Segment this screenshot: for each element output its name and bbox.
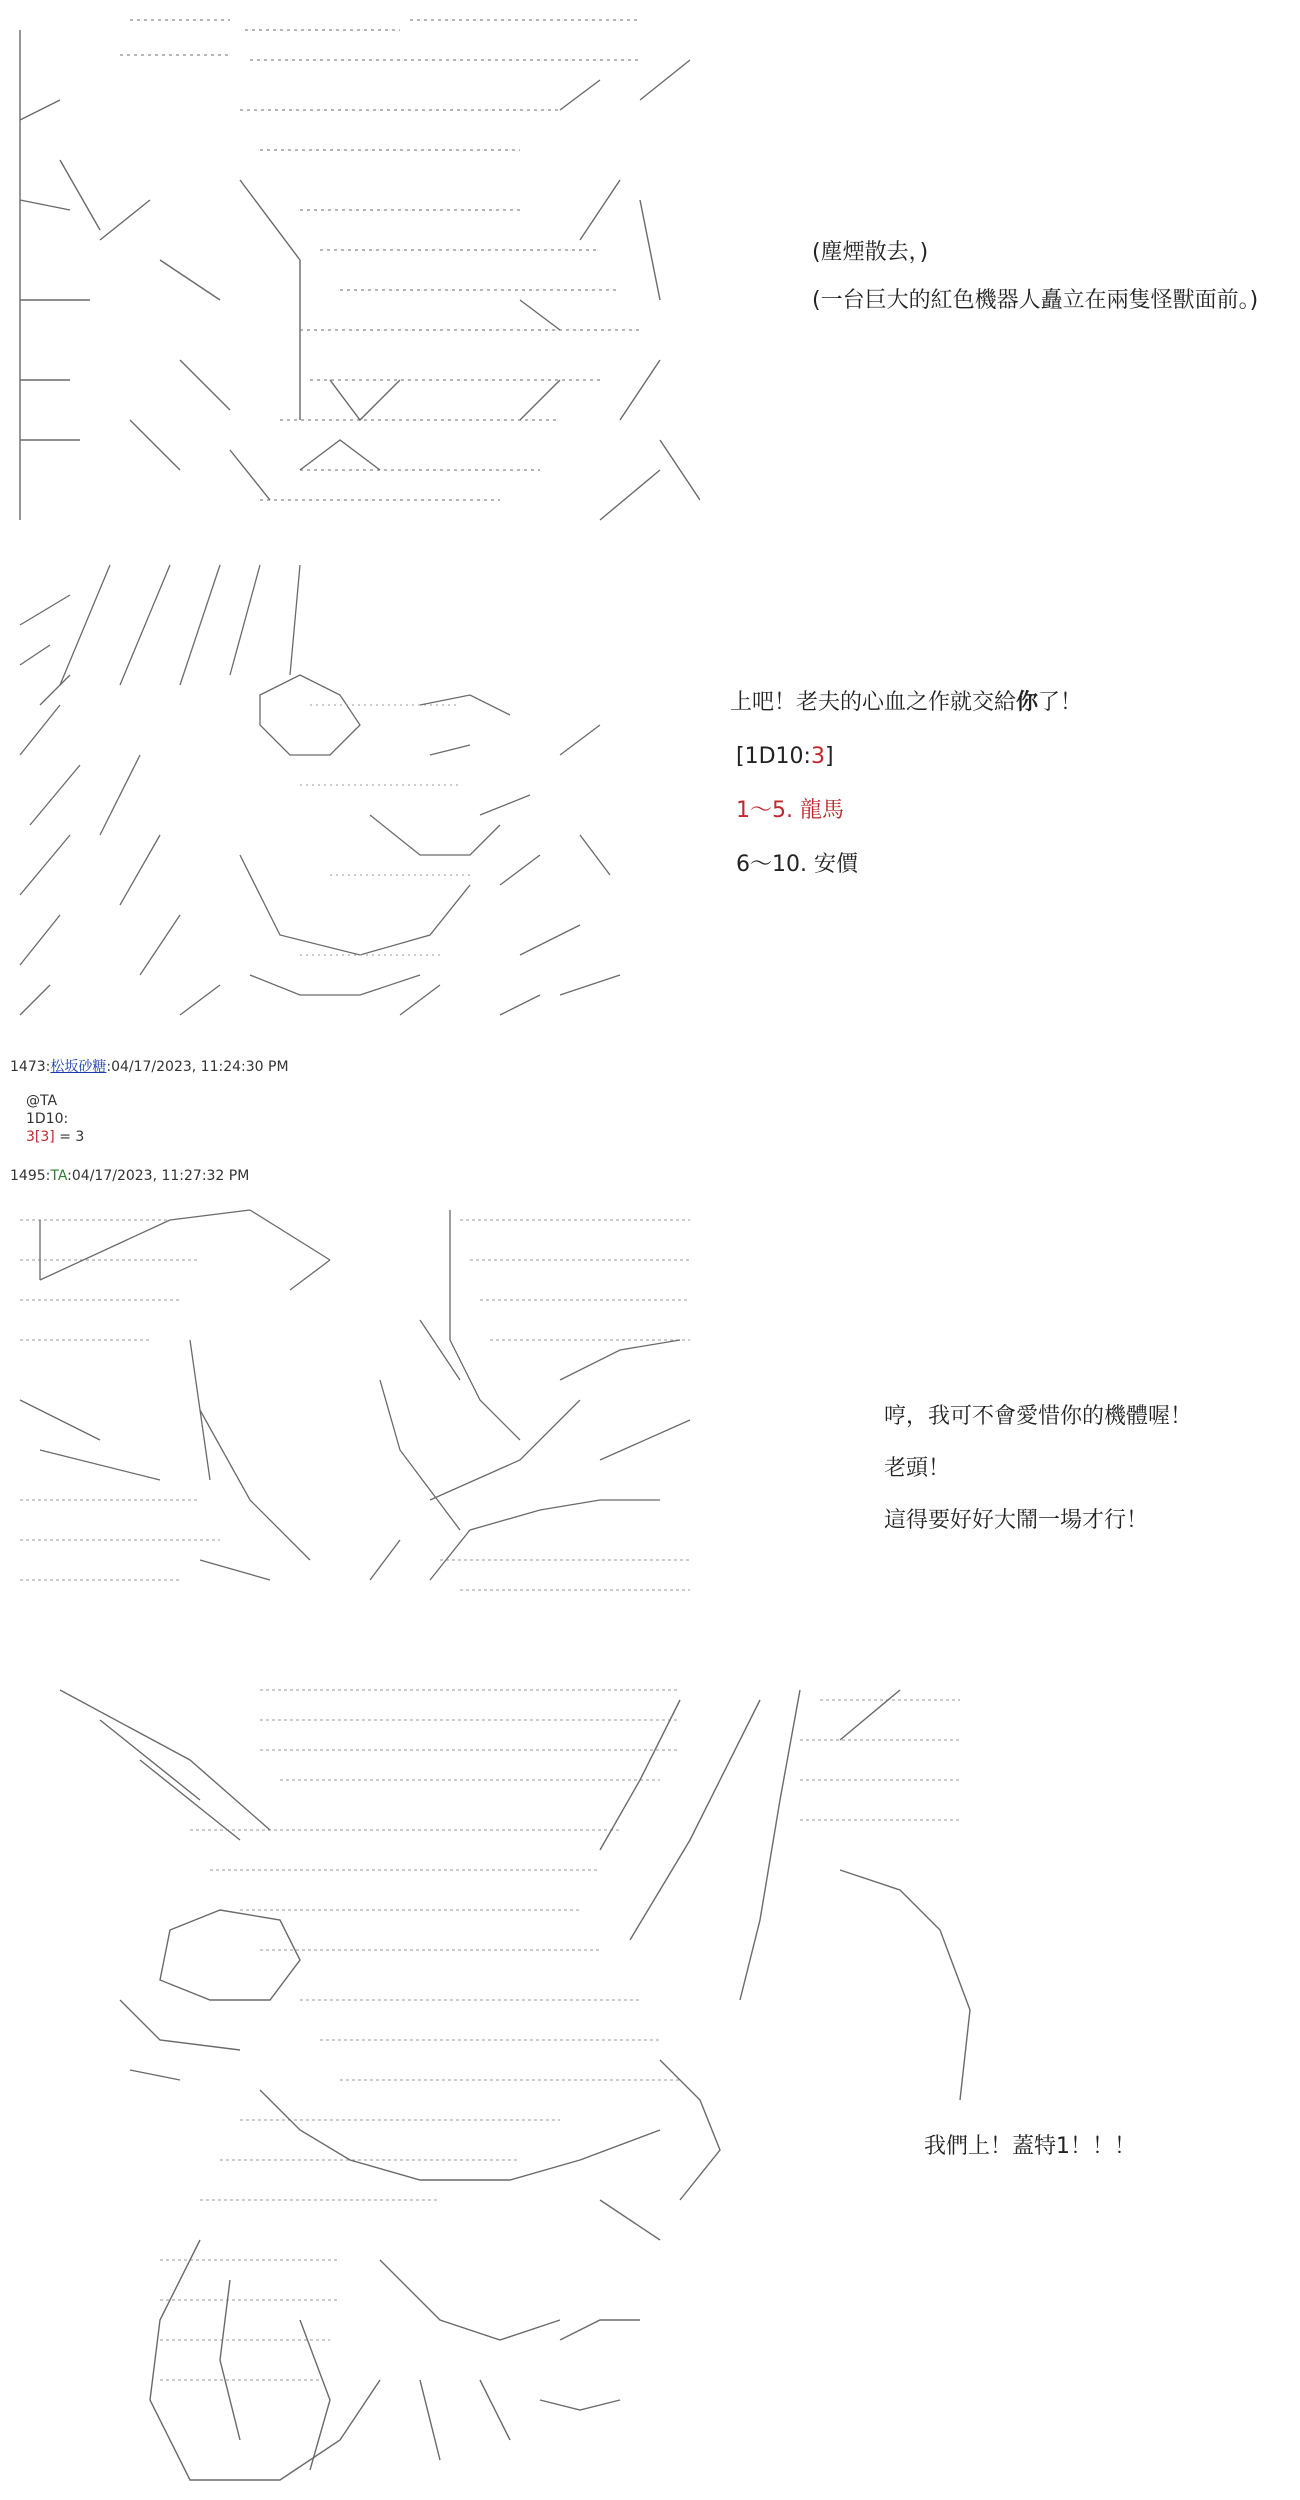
ascii-art-robot-dust-drawing [0,0,700,530]
ascii-art-old-man [0,555,640,1025]
panel4-line1: 我們上！蓋特1！！！ [924,2134,1136,2159]
panel2-speech-part2: 了！ [1038,690,1083,715]
panel2-dice-pre: [1D10: [736,744,811,769]
panel2-dice-post: ] [824,744,834,769]
post-1495-header: 1495:TA:04/17/2023, 11:27:32 PM [10,1168,250,1184]
ascii-art-getter-robot-drawing [40,1680,1000,2500]
post-1473-timestamp: 04/17/2023, 11:24:30 PM [111,1059,289,1075]
ascii-art-getter-robot [40,1680,1000,2500]
panel3-line3: 這得要好好大鬧一場才行！ [884,1508,1149,1533]
post-1473-header: 1473:松坂砂糖:04/17/2023, 11:24:30 PM [10,1059,289,1075]
panel3-line2: 老頭！ [884,1456,951,1481]
post-1473-roll: 1D10: [26,1111,69,1127]
panel2-speech [730,688,1082,718]
panel3-line1: 哼，我可不會愛惜你的機體喔！ [884,1404,1193,1429]
panel1-line2: (一台巨大的紅色機器人矗立在兩隻怪獸面前。) [812,288,1259,313]
post-1473-mention: @TA [26,1093,58,1109]
panel2-dice-value: 3 [810,744,825,769]
ascii-art-pilot-drawing [0,1200,700,1600]
panel2-option2: 6～10. 安價 [736,852,858,877]
panel2-speech-part1: 上吧！老夫的心血之作就交給 [730,690,1017,715]
post-1495-number: 1495 [10,1168,46,1184]
post-1473-number: 1473 [10,1059,46,1075]
panel2-option1: 1～5. 龍馬 [736,798,844,823]
ascii-art-pilot [0,1200,700,1600]
post-1495-timestamp: 04/17/2023, 11:27:32 PM [71,1168,250,1184]
post-1473-result-bracket: [3] [34,1129,55,1145]
ascii-art-old-man-drawing [0,555,640,1025]
post-1473-result-value: 3 [26,1129,35,1145]
post-1495-author[interactable]: TA [50,1168,68,1184]
ascii-art-robot-dust [0,0,700,530]
post-1473-author-link[interactable]: 松坂砂糖 [50,1059,107,1075]
panel2-speech-bold: 你 [1016,690,1039,715]
post-1473-result-total: = 3 [54,1129,85,1145]
panel1-line1: (塵煙散去，) [812,240,929,265]
post-1473-result [26,1128,84,1146]
panel2-dice [736,742,834,772]
